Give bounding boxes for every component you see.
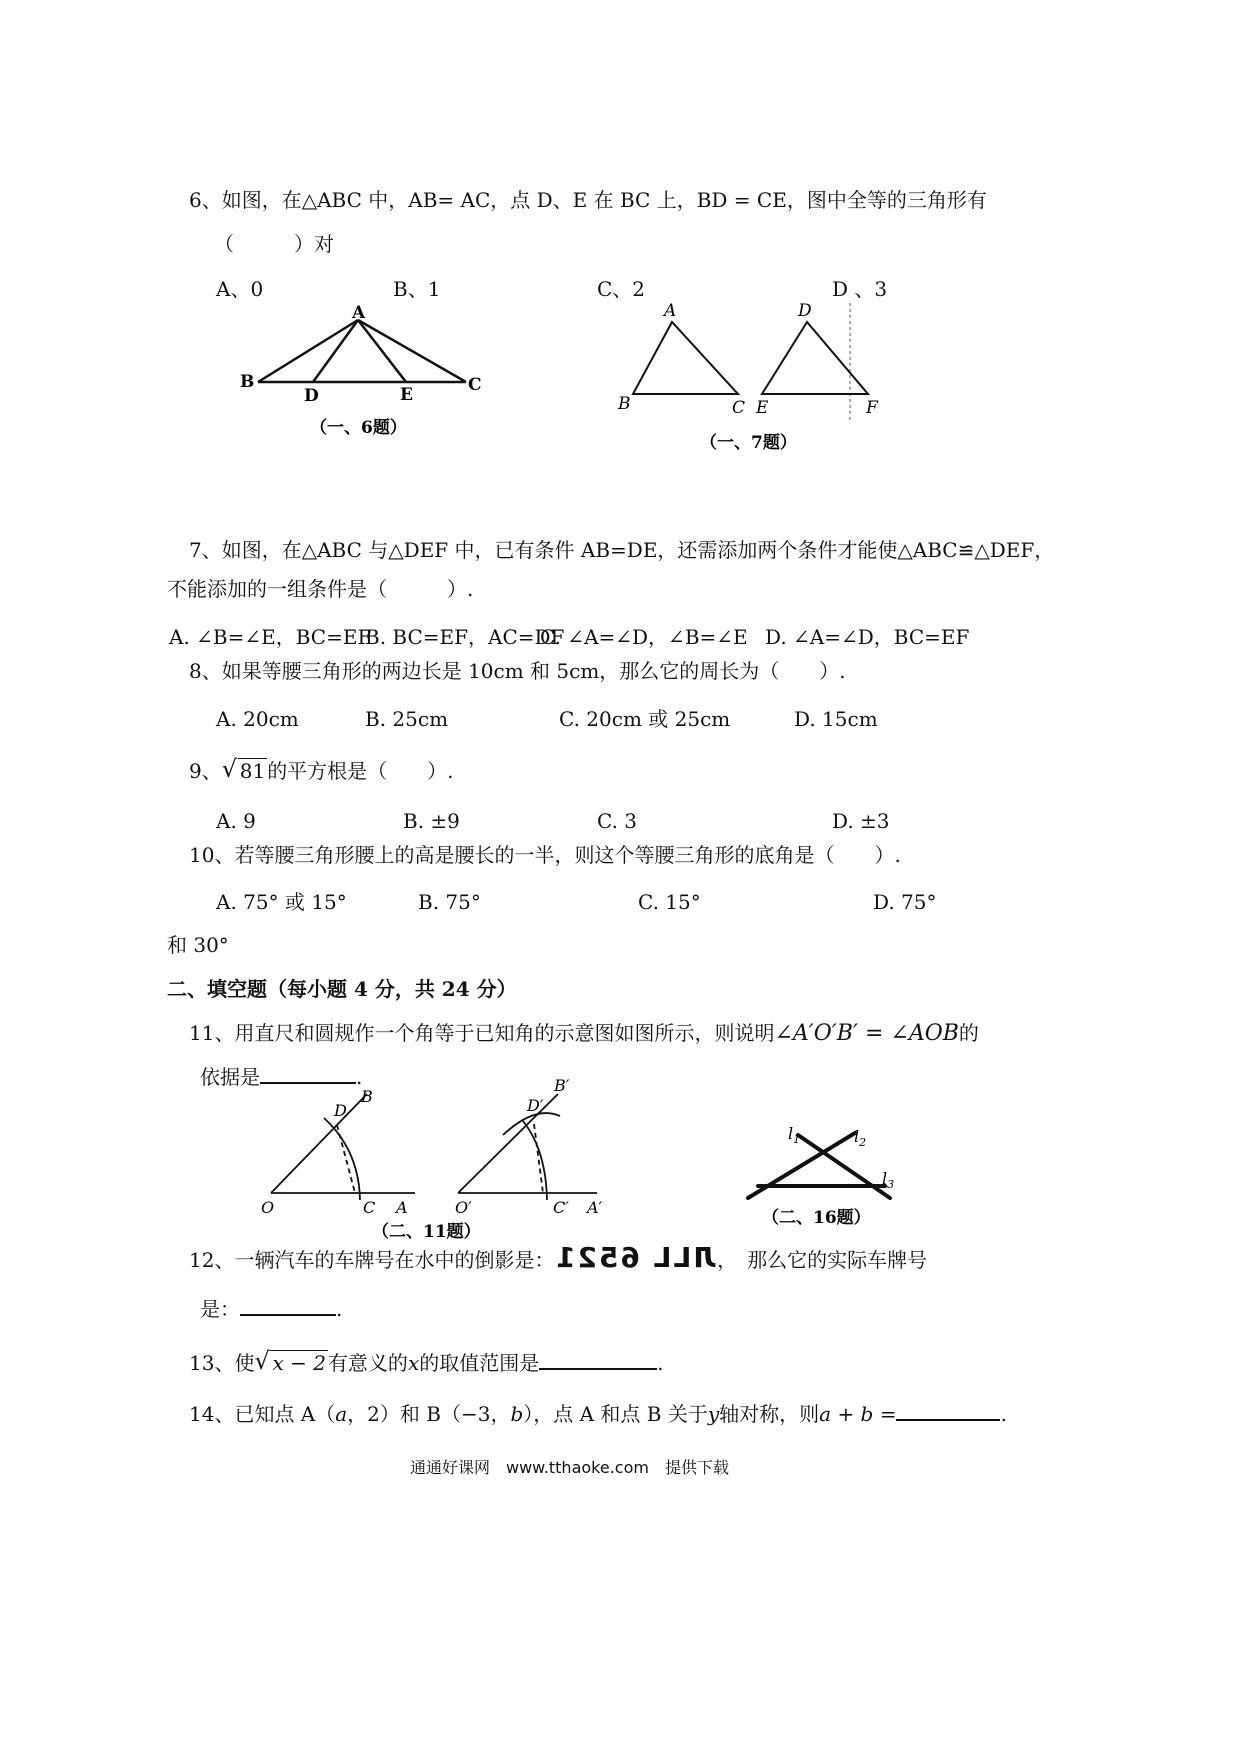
q16-l3: $l_3$ <box>882 1169 895 1191</box>
q7-label-c: C <box>732 398 746 418</box>
q14-expr: a + b = <box>819 1402 897 1426</box>
q11-line1-suffix: 的 <box>958 1021 979 1045</box>
q11-line2-text: 依据是 <box>200 1065 260 1089</box>
q12-line2 <box>200 1296 342 1321</box>
q14-end: . <box>1000 1402 1007 1426</box>
q7-option-c: C. ∠A=∠D，∠B=∠E <box>540 625 748 649</box>
q11-f1-b: B <box>361 1087 373 1106</box>
q11-line1 <box>189 1021 979 1046</box>
q10-option-c: C. 15° <box>638 890 701 914</box>
q13-middle: 有意义的 <box>327 1351 408 1375</box>
q9-prefix: 9、 <box>189 759 222 783</box>
q8-option-a: A. 20cm <box>216 707 299 731</box>
q14-p3: ），点 A 和点 B 关于 <box>523 1402 708 1426</box>
q7-option-d: D. ∠A=∠D，BC=EF <box>765 625 970 649</box>
page-footer: 通通好课网 www.tthaoke.com 提供下载 <box>410 1458 729 1477</box>
q10-line: 10、若等腰三角形腰上的高是腰长的一半，则这个等腰三角形的底角是（ ）. <box>189 843 901 867</box>
q16-caption: （二、16题） <box>762 1208 871 1228</box>
q14-p1: 14、已知点 A（ <box>189 1402 336 1426</box>
q11-f1-d: D <box>334 1101 347 1120</box>
q13-suffix: 的取值范围是 <box>419 1351 540 1375</box>
q6-option-b: B、1 <box>393 277 441 301</box>
q16-l1: $l_1$ <box>788 1124 801 1146</box>
q10-option-b: B. 75° <box>418 890 481 914</box>
q13-answer-blank[interactable] <box>539 1350 657 1370</box>
q8-line: 8、如果等腰三角形的两边长是 10cm 和 5cm，那么它的周长为（ ）. <box>189 659 846 683</box>
q14-p4: 轴对称，则 <box>719 1402 820 1426</box>
q11-f1-c: C <box>363 1198 376 1217</box>
q9-option-a: A. 9 <box>216 809 256 833</box>
q11-f1-o: O <box>261 1198 275 1217</box>
q11-line1-prefix: 11、用直尺和圆规作一个角等于已知角的示意图如图所示，则说明 <box>189 1021 775 1045</box>
q14-answer-blank[interactable] <box>896 1401 1000 1421</box>
q11-math: ∠A′O′B′ = ∠AOB <box>774 1021 959 1046</box>
q6-figure <box>230 300 490 440</box>
q6-line2: （ ）对 <box>214 232 334 256</box>
q7-option-b: B. BC=EF，AC=DF <box>365 625 565 649</box>
q16-figure <box>740 1115 910 1240</box>
q12-line2-text: 是： <box>200 1297 240 1321</box>
q9-option-c: C. 3 <box>597 809 638 833</box>
q6-label-d: D <box>304 386 319 406</box>
q12-line1-prefix: 12、一辆汽车的车牌号在水中的倒影是： <box>189 1248 555 1272</box>
q11-f2-c: C′ <box>553 1198 569 1217</box>
q6-label-a: A <box>352 303 366 323</box>
q7-figure <box>600 295 900 460</box>
q12-answer-blank[interactable] <box>240 1296 336 1316</box>
q12-end: . <box>336 1297 343 1321</box>
q11-figure <box>255 1076 625 1245</box>
q7-line2: 不能添加的一组条件是（ ）. <box>167 577 474 601</box>
q11-f2-o: O′ <box>455 1198 472 1217</box>
q9-radicand: 81 <box>239 759 266 783</box>
q7-line1: 7、如图，在△ABC 与△DEF 中，已有条件 AB=DE，还需添加两个条件才能使△ABC≌△DEF， <box>189 538 1055 562</box>
q6-caption: （一、6题） <box>310 418 407 438</box>
q7-label-f: F <box>866 398 878 418</box>
q7-label-d: D <box>798 301 812 321</box>
q12-plate-reflection: ЛLL 6521 <box>554 1241 718 1274</box>
q13-var: x <box>407 1351 420 1375</box>
q6-option-d: D 、3 <box>832 277 888 301</box>
q11-f2-d: D′ <box>527 1096 544 1115</box>
q10-option-d: D. 75° <box>873 890 937 914</box>
q6-option-c: C、2 <box>597 277 646 301</box>
q12-line1 <box>189 1241 928 1274</box>
q11-end: . <box>356 1065 363 1089</box>
q7-label-b: B <box>618 394 631 414</box>
q7-caption: （一、7题） <box>700 433 797 453</box>
q14-b: b <box>510 1402 524 1426</box>
q13-prefix: 13、使 <box>189 1351 255 1375</box>
q9-sqrt: √ 81 <box>221 755 266 783</box>
q6-line1: 6、如图，在△ABC 中，AB= AC，点 D、E 在 BC 上，BD = CE，图中全等的三角形有 <box>189 188 987 212</box>
q13-sqrt: √ x − 2 <box>254 1347 326 1375</box>
q13-radicand: x − 2 <box>272 1351 326 1375</box>
q11-f1-a: A <box>396 1198 408 1217</box>
q12-line1-suffix: ， 那么它的实际车牌号 <box>717 1248 928 1272</box>
q13-end: . <box>657 1351 664 1375</box>
q7-label-e: E <box>756 398 769 418</box>
q14-y: y <box>707 1402 720 1426</box>
q9-option-b: B. ±9 <box>403 809 460 833</box>
q10-wrap: 和 30° <box>167 933 229 957</box>
q6-label-c: C <box>468 375 482 395</box>
q14-a: a <box>335 1402 348 1426</box>
q6-option-a: A、0 <box>216 277 264 301</box>
q9-option-d: D. ±3 <box>832 809 890 833</box>
q13-line <box>189 1347 664 1375</box>
q11-f2-a: A′ <box>587 1198 603 1217</box>
q11-caption: （二、11题） <box>372 1222 481 1242</box>
q14-line <box>189 1401 1007 1426</box>
q7-label-a: A <box>664 301 677 321</box>
q6-label-b: B <box>240 372 255 392</box>
q16-l2: $l_2$ <box>854 1127 867 1149</box>
q10-option-a: A. 75° 或 15° <box>216 890 347 914</box>
q8-option-c: C. 20cm 或 25cm <box>559 707 731 731</box>
q14-p2: ，2）和 B（−3， <box>347 1402 511 1426</box>
q6-label-e: E <box>400 385 413 405</box>
q7-option-a: A. ∠B=∠E，BC=EF <box>169 625 372 649</box>
section2-heading: 二、填空题（每小题 4 分，共 24 分） <box>167 977 517 1001</box>
q8-option-d: D. 15cm <box>794 707 878 731</box>
q9-line <box>189 755 454 783</box>
q11-f2-b: B′ <box>554 1076 570 1095</box>
q9-suffix: 的平方根是（ ）. <box>267 759 454 783</box>
q8-option-b: B. 25cm <box>365 707 449 731</box>
